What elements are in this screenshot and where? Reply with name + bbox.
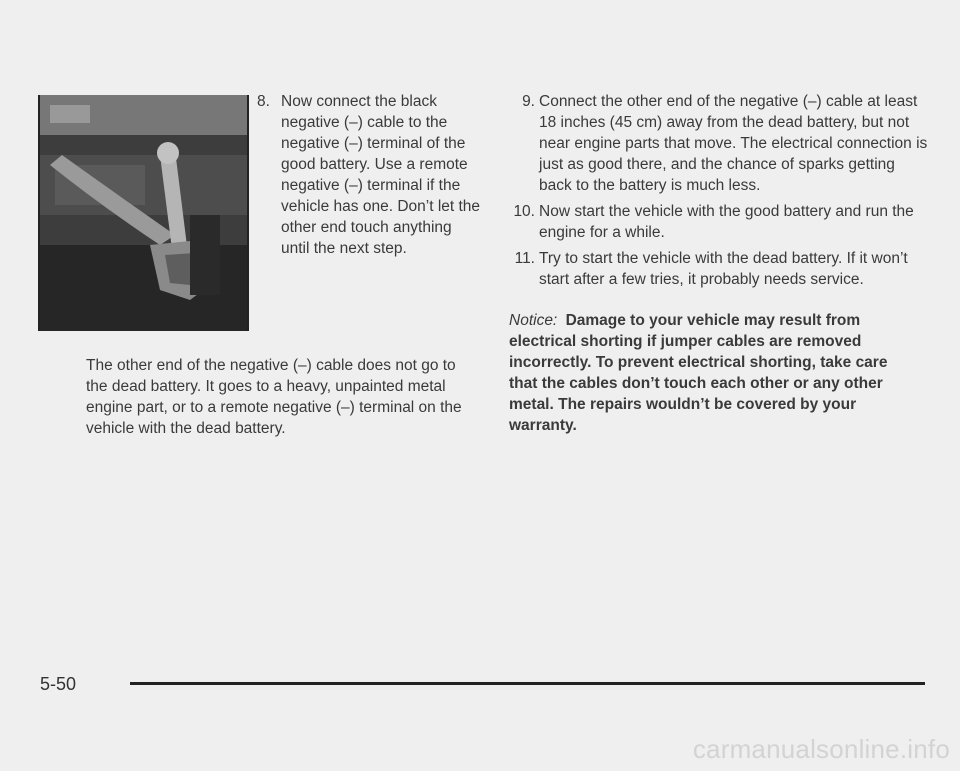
- clamp-illustration: [40, 95, 247, 331]
- list-item: [509, 91, 929, 196]
- list-item: [509, 248, 929, 290]
- jumper-cable-clamp-photo: [38, 95, 249, 331]
- negative-cable-paragraph: The other end of the negative (–) cable does not go to the dead battery. It goes to a heavy, unpainted metal engine part, or to a remote negative (–) terminal on the vehicle with the dead battery.: [86, 357, 462, 437]
- step-text: Now connect the black negative (–) cable to the negative (–) terminal of the good battery. Use a remote negative (–) terminal if the vehicle has one. Don’t let the other end touch anything until the next step.: [281, 93, 481, 257]
- step-number: 9.: [522, 93, 535, 110]
- step-number: 10.: [513, 203, 535, 220]
- page-number: 5-50: [40, 674, 77, 694]
- step-number: 11.: [514, 250, 535, 267]
- footer-rule: [130, 682, 925, 685]
- step-text: Now start the vehicle with the good battery and run the engine for a while.: [539, 203, 914, 241]
- steps-list: [509, 91, 929, 295]
- notice-label: Notice:: [509, 312, 558, 329]
- step-text: Connect the other end of the negative (–) cable at least 18 inches (45 cm) away from the dead battery, but not near engine parts that move. The electrical connection is just as good there, and the chance of sparks getting back to the battery is much less.: [539, 93, 928, 194]
- watermark-link[interactable]: carmanualsonline.info: [692, 734, 950, 764]
- list-item: [509, 201, 929, 243]
- notice-text: Damage to your vehicle may result from electrical shorting if jumper cables are removed incorrectly. To prevent electrical shorting, take care that the cables don’t touch each other or any other metal. The repairs wouldn’t be covered by your warranty.: [509, 312, 888, 434]
- step-number: 8.: [257, 93, 270, 110]
- notice-paragraph: [509, 310, 919, 436]
- step-text: Try to start the vehicle with the dead battery. If it won’t start after a few tries, it probably needs service.: [539, 250, 908, 288]
- step-8: [257, 91, 482, 259]
